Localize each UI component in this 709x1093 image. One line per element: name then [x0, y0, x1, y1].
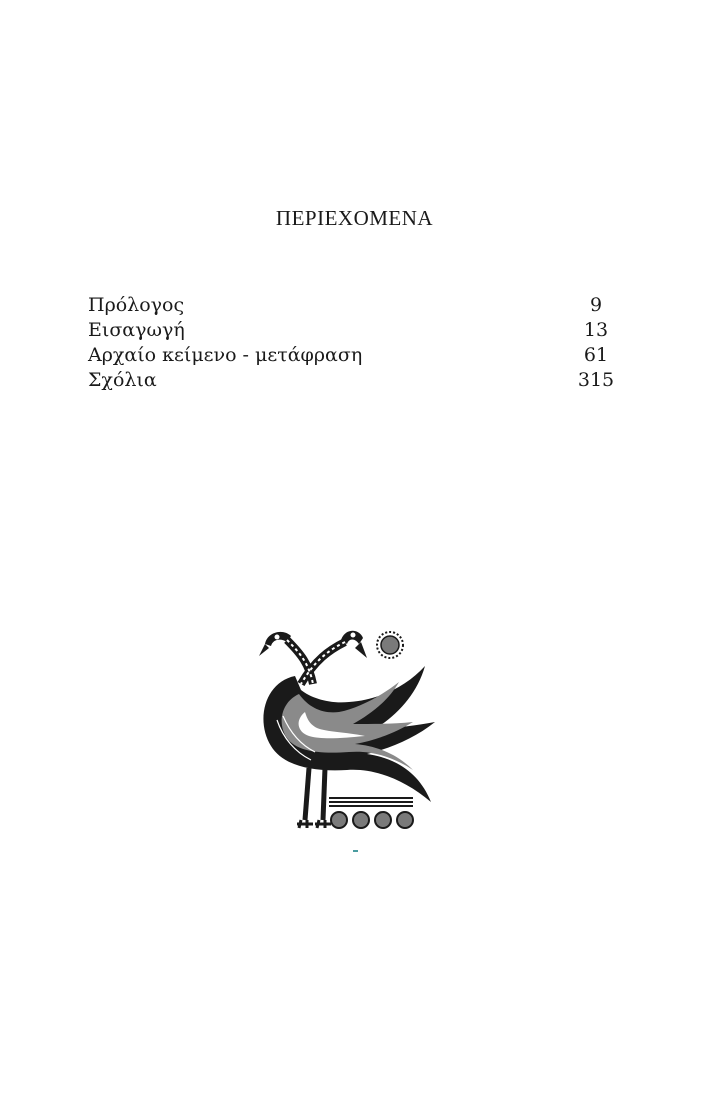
table-of-contents [88, 293, 616, 393]
toc-entry [88, 343, 616, 368]
page-title: ΠΕΡΙΕΧΟΜΕΝΑ [275, 206, 434, 230]
toc-entry [88, 318, 616, 343]
ground-lines [329, 798, 413, 806]
toc-entry-title: Σχόλια [88, 369, 157, 391]
toc-entry [88, 368, 616, 393]
sun-icon [377, 632, 403, 658]
toc-entry-title: Πρόλογος [88, 294, 185, 316]
toc-entry-page: 61 [583, 344, 609, 366]
bird-legs [297, 768, 331, 828]
toc-entry-page: 9 [589, 294, 603, 316]
bird-emblem-icon [255, 620, 445, 836]
toc-entry [88, 293, 616, 318]
toc-entry-title: Εισαγωγή [88, 319, 185, 341]
toc-entry-page: 13 [583, 319, 609, 341]
toc-entry-page: 315 [577, 369, 615, 391]
page-mark [353, 850, 358, 852]
toc-entry-title: Αρχαίο κείμενο - μετάφραση [88, 344, 363, 366]
circle-row [331, 812, 413, 828]
